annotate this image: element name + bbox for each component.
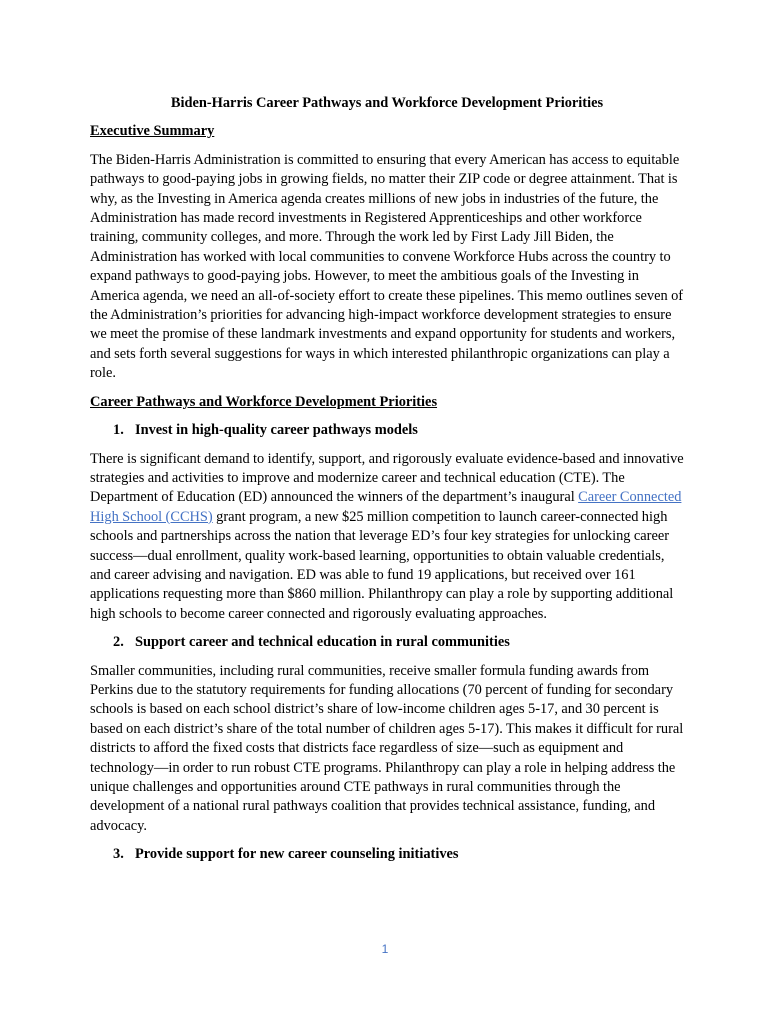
executive-summary-heading: Executive Summary <box>90 123 215 140</box>
document-page <box>90 94 684 874</box>
cchs-link[interactable]: Career Connected High School (CCHS) <box>90 489 682 525</box>
priority-2-heading <box>90 633 684 652</box>
page-number: 1 <box>381 942 389 956</box>
priority-2-paragraph: Smaller communities, including rural communities, receive smaller formula funding awards from Perkins due to the statutory requirements for funding allocations (70 percent of funding for secondary schools is based on each school district’s share of low-income children ages 5-17, and 30 percent is based on each district’s share of the total number of children ages 5-17). This makes it difficult for rural districts to afford the fixed costs that districts face regardless of size—such as equipment and technology—in order to run robust CTE programs. Philanthropy can play a role in helping address the unique challenges and opportunities around CTE pathways in rural communities through the development of a national rural pathways coalition that provides technical assistance, funding, and advocacy. <box>90 662 684 834</box>
priorities-heading: Career Pathways and Workforce Development Priorities <box>90 393 438 410</box>
priority-1-text-before-link: There is significant demand to identify, support, and rigorously evaluate evidence-based and innovative strategies and activities to improve and modernize career and technical education (CTE). The Department of Education (ED) announced the winners of the department’s inaugural <box>90 450 684 506</box>
priority-1-paragraph <box>90 450 684 625</box>
priority-1-number: 1. <box>113 422 124 439</box>
document-title: Biden-Harris Career Pathways and Workforce Development Priorities <box>170 95 604 111</box>
priority-3-heading <box>90 845 684 864</box>
priority-3-number: 3. <box>113 846 124 863</box>
executive-summary-paragraph: The Biden-Harris Administration is committed to ensuring that every American has access to equitable pathways to good-paying jobs in growing fields, no matter their ZIP code or degree attainment. That is why, as the Investing in America agenda creates millions of new jobs in industries of the future, the Administration has made record investments in Registered Apprenticeships and other workforce training, community colleges, and more. Through the work led by First Lady Jill Biden, the Administration has worked with local communities to convene Workforce Hubs across the country to expand pathways to good-paying jobs. However, to meet the ambitious goals of the Investing in America agenda, we need an all-of-society effort to create these pipelines. This memo outlines seven of the Administration’s priorities for advancing high-impact workforce development strategies to ensure we meet the promise of these landmark investments and expand opportunity for students and workers, and sets forth several suggestions for ways in which interested philanthropic organizations can play a role. <box>90 151 684 382</box>
priority-2-title: Support career and technical education in rural communities <box>135 634 510 651</box>
priority-1-heading <box>90 421 684 440</box>
priority-3-title: Provide support for new career counseling initiatives <box>135 846 459 863</box>
priority-1-text-after-link: grant program, a new $25 million competition to launch career-connected high schools and partnerships across the nation that leverage ED’s four key strategies for unlocking career success—dual enrollment, quality work-based learning, opportunities to obtain valuable credentials, and career advising and navigation. ED was able to fund 19 applications, but received over 161 applications requesting more than $860 million. Philanthropy can play a role by supporting additional high schools to become career connected and rigorously evaluating approaches. <box>90 508 674 622</box>
priority-1-title: Invest in high-quality career pathways models <box>135 422 418 439</box>
priority-2-number: 2. <box>113 634 124 651</box>
